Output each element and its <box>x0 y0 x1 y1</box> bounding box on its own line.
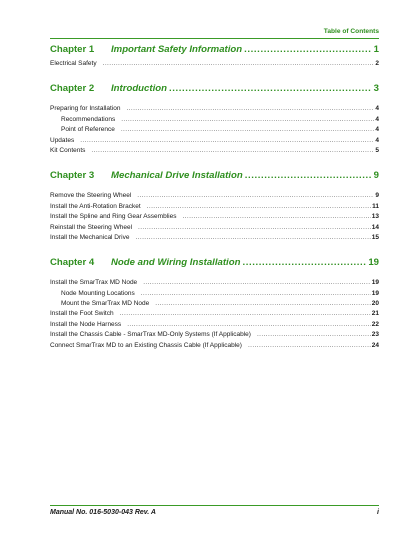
entry-page: 19 <box>371 289 379 297</box>
entry-label: Install the Spline and Ring Gear Assemblies <box>50 213 177 221</box>
footer-divider <box>50 505 379 506</box>
entry-page: 23 <box>371 331 379 339</box>
chapter-title: Introduction <box>111 83 167 95</box>
chapter-title: Important Safety Information <box>111 44 243 55</box>
chapter-number: Chapter 4 <box>50 257 95 269</box>
chapter-number: Chapter 3 <box>50 170 95 182</box>
entry-label: Connect SmarTrax MD to an Existing Chassis Cable (If Applicable) <box>50 341 242 349</box>
entry-label: Mount the SmarTrax MD Node <box>61 300 150 308</box>
dot-leader <box>103 60 375 67</box>
toc-entry[interactable] <box>50 60 379 70</box>
toc-subentry[interactable] <box>50 116 379 126</box>
dot-leader <box>147 203 371 210</box>
entry-label: Remove the Steering Wheel <box>50 192 132 200</box>
entry-label: Install the Foot Switch <box>50 310 114 318</box>
dot-leader <box>91 147 374 154</box>
toc-entry[interactable] <box>50 105 379 115</box>
chapter-title: Node and Wiring Installation <box>111 257 241 269</box>
toc-entry[interactable] <box>50 310 379 320</box>
chapter-heading[interactable] <box>50 257 379 273</box>
entry-label: Recommendations <box>61 115 116 123</box>
entry-page: 13 <box>371 213 379 221</box>
toc-entry[interactable] <box>50 342 379 352</box>
entry-page: 11 <box>372 202 379 210</box>
dot-leader <box>155 300 371 307</box>
entry-page: 22 <box>371 320 379 328</box>
table-of-contents <box>50 44 379 352</box>
toc-entry[interactable] <box>50 321 379 331</box>
entry-label: Install the Chassis Cable - SmarTrax MD-Only Systems (If Applicable) <box>50 331 251 339</box>
dot-leader <box>248 342 371 349</box>
dot-leader <box>127 321 371 328</box>
toc-entry[interactable] <box>50 224 379 234</box>
chapter-number: Chapter 2 <box>50 83 95 95</box>
entry-page: 21 <box>371 310 379 318</box>
toc-entry[interactable] <box>50 147 379 157</box>
entry-page: 5 <box>375 146 379 154</box>
entry-label: Reinstall the Steering Wheel <box>50 223 133 231</box>
entry-page: 2 <box>375 60 379 67</box>
toc-entry[interactable] <box>50 234 379 244</box>
dot-leader <box>126 105 374 112</box>
toc-entry[interactable] <box>50 203 379 213</box>
entry-page: 15 <box>371 233 379 241</box>
dot-leader <box>169 83 372 94</box>
dot-leader <box>182 213 370 220</box>
chapter-page: 19 <box>368 257 379 269</box>
dot-leader <box>138 224 371 231</box>
toc-subentry[interactable] <box>50 126 379 136</box>
entry-page: 4 <box>375 126 379 134</box>
dot-leader <box>135 234 370 241</box>
entry-label: Preparing for Installation <box>50 105 121 113</box>
entry-label: Node Mounting Locations <box>61 289 135 297</box>
chapter-heading[interactable] <box>50 44 379 60</box>
dot-leader <box>242 257 366 268</box>
entry-label: Install the Node Harness <box>50 320 122 328</box>
entry-page: 19 <box>371 279 379 287</box>
entry-label: Electrical Safety <box>50 60 97 67</box>
dot-leader <box>80 137 374 144</box>
entry-label: Updates <box>50 136 75 144</box>
chapter-page: 1 <box>373 44 379 55</box>
dot-leader <box>257 331 371 338</box>
toc-entry[interactable] <box>50 137 379 147</box>
toc-entry[interactable] <box>50 331 379 341</box>
dot-leader <box>121 126 375 133</box>
chapter-page: 3 <box>373 83 379 95</box>
dot-leader <box>137 192 374 199</box>
toc-subentry[interactable] <box>50 290 379 300</box>
entry-page: 4 <box>375 136 379 144</box>
dot-leader <box>245 170 372 181</box>
dot-leader <box>244 44 372 55</box>
entry-label: Kit Contents <box>50 146 86 154</box>
chapter-heading[interactable] <box>50 170 379 186</box>
manual-number: Manual No. 016-5030-043 Rev. A <box>50 509 156 516</box>
entry-label: Install the Anti-Rotation Bracket <box>50 202 141 210</box>
entry-page: 20 <box>371 300 379 308</box>
dot-leader <box>121 116 374 123</box>
entry-label: Install the Mechanical Drive <box>50 233 130 241</box>
toc-entry[interactable] <box>50 279 379 289</box>
chapter-number: Chapter 1 <box>50 44 95 55</box>
chapter-title: Mechanical Drive Installation <box>111 170 243 182</box>
dot-leader <box>120 310 371 317</box>
toc-entry[interactable] <box>50 213 379 223</box>
chapter-heading[interactable] <box>50 83 379 99</box>
dot-leader <box>143 279 371 286</box>
chapter-page: 9 <box>373 170 379 182</box>
entry-page: 4 <box>375 115 379 123</box>
entry-page: 9 <box>375 192 379 200</box>
entry-page: 24 <box>371 341 379 349</box>
header-title: Table of Contents <box>323 28 379 35</box>
page-number: i <box>377 509 379 516</box>
toc-subentry[interactable] <box>50 300 379 310</box>
entry-page: 4 <box>375 105 379 113</box>
header-divider <box>50 38 379 39</box>
dot-leader <box>141 290 371 297</box>
entry-page: 14 <box>371 223 379 231</box>
toc-entry[interactable] <box>50 192 379 202</box>
entry-label: Point of Reference <box>61 126 115 134</box>
entry-label: Install the SmarTrax MD Node <box>50 279 138 287</box>
